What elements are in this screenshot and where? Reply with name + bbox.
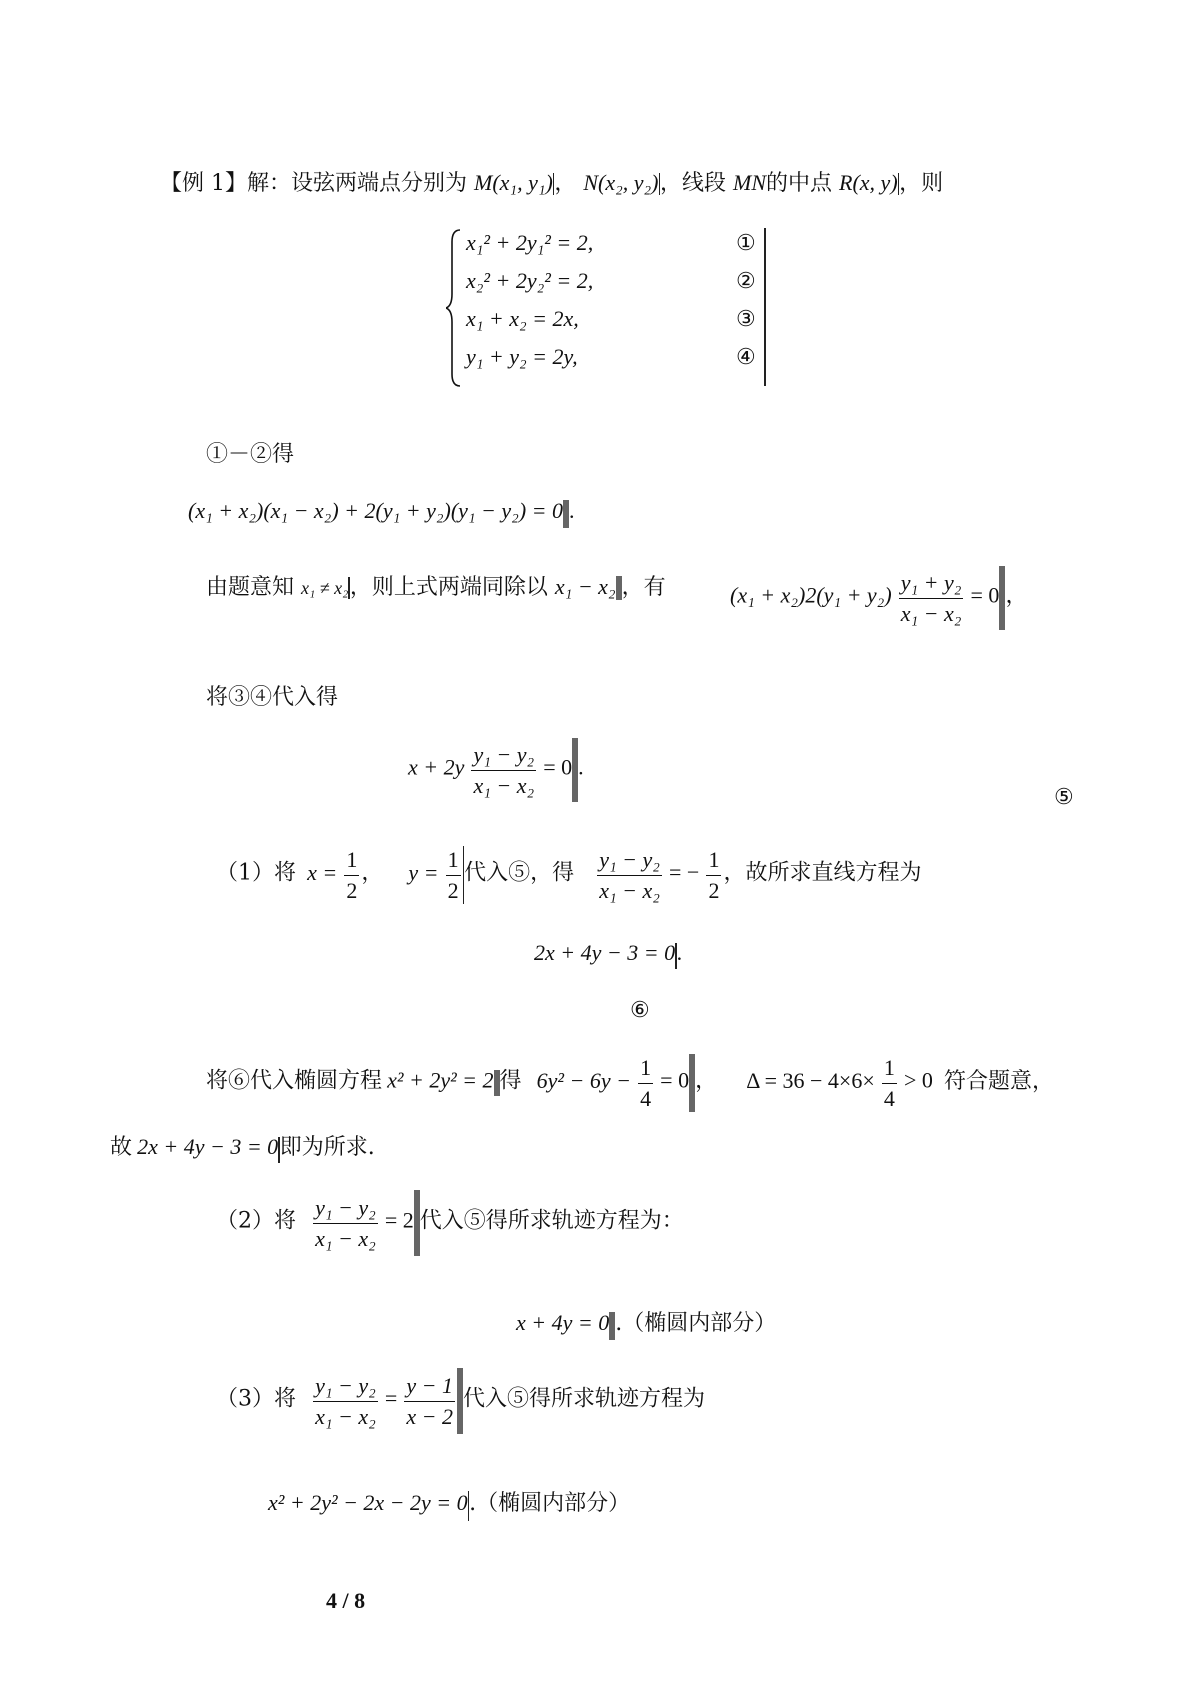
part1-y-eq: y = — [408, 859, 439, 885]
step1-equation: (x₁ + x₂)(x₁ − x₂) + 2(y₁ + y₂)(y₁ − y₂) = 0 — [188, 498, 563, 523]
point-n: N(x₂, y₂) — [583, 170, 659, 195]
part3-text: 代入⑤得所求轨迹方程为 — [463, 1386, 706, 1412]
intro-text-b: ，线段 — [660, 171, 727, 196]
step2-condition: x₁ ≠ x₂ — [301, 578, 349, 598]
part1-line-eq — [534, 940, 682, 969]
quadratic-left: 6y² − 6y − — [536, 1067, 631, 1093]
intro-line — [160, 166, 943, 197]
quadratic-right: = 0 — [660, 1067, 690, 1093]
part1-slope-rhs: = − — [669, 859, 700, 885]
step2-fraction: $\frac{\text{y₁ + y₂}}{\text{x₁ − x₂}}$ — [900, 570, 962, 626]
label-5: ⑤ — [1054, 784, 1074, 809]
point-m: M(x₁, y₁) — [474, 170, 553, 195]
step3-end: . — [578, 754, 584, 780]
step1-equation-line — [188, 498, 575, 528]
delta-left: Δ = 36 − 4×6× — [746, 1067, 875, 1093]
part3-note: .（椭圆内部分） — [469, 1491, 631, 1516]
system-eq2: x₂² + 2y₂² = 2, — [466, 268, 594, 293]
system-eq3: x₁ + x₂ = 2x, — [466, 306, 579, 331]
part3-result-line — [268, 1486, 630, 1521]
step2-line — [206, 570, 666, 601]
part1b-text-c: 符合题意， — [943, 1068, 1054, 1094]
part2-label: （2）将 — [216, 1208, 296, 1234]
part2-line — [216, 1190, 684, 1256]
system-brace — [446, 228, 462, 388]
intro-text-c: 的中点 — [766, 171, 833, 196]
part1b-text-d: 故 — [110, 1135, 133, 1160]
part1b-conclusion — [110, 1130, 375, 1163]
step2-text-b: ，则上式两端同除以 — [349, 575, 548, 600]
part1b-text-b: 得 — [499, 1068, 522, 1094]
intro-sep: ， — [554, 171, 577, 196]
segment-mn: MN — [733, 170, 767, 195]
ellipse-equation: x² + 2y² = 2 — [387, 1067, 494, 1093]
part2-text: 代入⑤得所求轨迹方程为： — [419, 1208, 684, 1234]
step3-equation — [408, 738, 584, 802]
part2-result: x + 4y = 0 — [516, 1310, 610, 1335]
label-2: ② — [736, 268, 756, 293]
part1-line — [216, 846, 921, 904]
step2-divisor: x₁ − x₂ — [554, 574, 616, 599]
part1-text-b: ，故所求直线方程为 — [723, 860, 922, 886]
part1b-text-e: 即为所求. — [279, 1135, 375, 1160]
step3-eq-right: = 0 — [543, 754, 573, 780]
delta-right: > 0 — [903, 1067, 933, 1093]
part2-result-line — [516, 1306, 776, 1340]
part1-x-eq: x = — [307, 859, 338, 885]
part1b-comma: ， — [695, 1068, 718, 1094]
step1-text: ①－②得 — [206, 442, 295, 467]
label-6: ⑥ — [630, 997, 650, 1022]
label-4: ④ — [736, 344, 756, 369]
step2-end: ， — [1005, 583, 1028, 609]
step2-text-c: ，有 — [621, 575, 666, 600]
step1-end: . — [569, 498, 575, 523]
step2-eq-left: (x₁ + x₂)2(y₁ + y₂) — [730, 582, 892, 608]
intro-text-a: 解：设弦两端点分别为 — [247, 171, 468, 196]
equation-system — [446, 228, 776, 388]
part2-note: .（椭圆内部分） — [615, 1311, 777, 1336]
page-number: 4 / 8 — [326, 1588, 366, 1613]
part1b-line — [206, 1054, 1054, 1112]
example-label: 【例 1】 — [160, 171, 247, 196]
part1-x-fraction: $\frac{1}{2}$ — [346, 847, 358, 903]
part3-eq: = — [384, 1385, 398, 1411]
part1-slope: $\frac{\text{y₁ − y₂}}{\text{x₁ − x₂}}$ — [599, 847, 660, 903]
part3-line — [216, 1368, 705, 1434]
step3-eq-left: x + 2y — [408, 754, 465, 780]
part3-rhs-fraction: $\frac{y - 1}{x - 2}$ — [406, 1373, 453, 1429]
step3-fraction: $\frac{\text{y₁ − y₂}}{\text{x₁ − x₂}}$ — [473, 742, 535, 798]
point-r: R(x, y) — [839, 170, 898, 195]
step2-eq-right: = 0 — [970, 582, 1000, 608]
intro-text-d: ，则 — [899, 171, 944, 196]
system-eq1: x₁² + 2y₁² = 2, — [466, 230, 594, 255]
part1-label: （1）将 — [216, 860, 296, 886]
label-3: ③ — [736, 306, 756, 331]
part1-y-fraction: $\frac{1}{2}$ — [447, 847, 459, 903]
part1-text-a: 代入⑤，得 — [464, 860, 575, 886]
step3-text: 将③④代入得 — [206, 685, 339, 710]
part1-comma: ， — [361, 860, 384, 886]
line-equation: 2x + 4y − 3 = 0 — [534, 940, 676, 965]
label-1: ① — [736, 230, 756, 255]
cursor-mark — [764, 228, 766, 386]
part2-fraction: $\frac{\text{y₁ − y₂}}{\text{x₁ − x₂}}$ — [315, 1195, 376, 1251]
part1-slope-fraction: $\frac{1}{2}$ — [708, 847, 720, 903]
part3-result: x² + 2y² − 2x − 2y = 0 — [268, 1490, 468, 1515]
part3-label: （3）将 — [216, 1386, 296, 1412]
system-eq4: y₁ + y₂ = 2y, — [466, 344, 578, 369]
part2-rhs: = 2 — [384, 1207, 414, 1233]
line-end: . — [676, 940, 683, 965]
answer-equation: 2x + 4y − 3 = 0 — [137, 1134, 279, 1159]
part3-fraction: $\frac{\text{y₁ − y₂}}{\text{x₁ − x₂}}$ — [315, 1373, 376, 1429]
part1b-text-a: 将⑥代入椭圆方程 — [206, 1068, 383, 1094]
quadratic-fraction: $\frac{1}{4}$ — [640, 1055, 652, 1111]
step2-text-a: 由题意知 — [206, 575, 295, 600]
delta-fraction: $\frac{1}{4}$ — [883, 1055, 895, 1111]
step2-equation — [730, 566, 1027, 630]
